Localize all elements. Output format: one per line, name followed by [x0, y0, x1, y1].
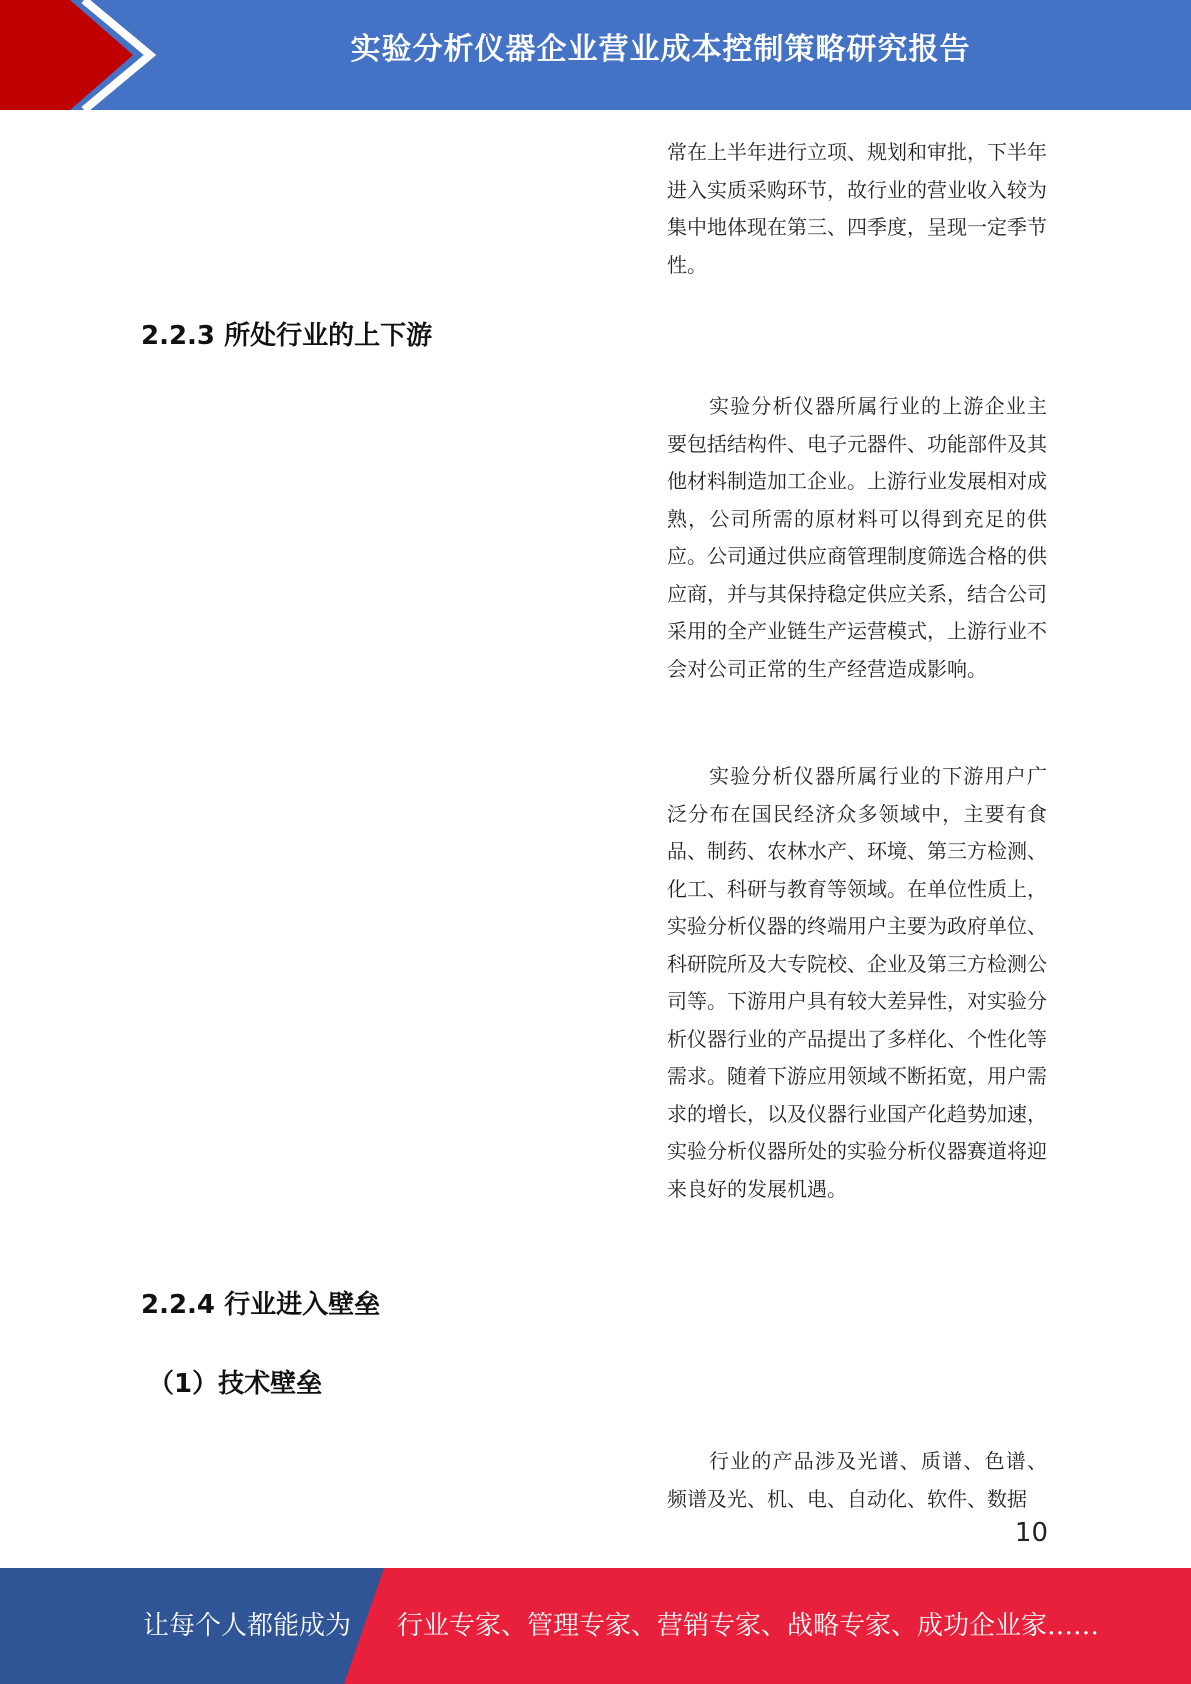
paragraph-seasonality: 常在上半年进行立项、规划和审批，下半年进入实质采购环节，故行业的营业收入较为集中地体现在第三、四季度，呈现一定季节性。 [667, 140, 1047, 277]
paragraph-downstream: 实验分析仪器所属行业的下游用户广泛分布在国民经济众多领域中，主要有食品、制药、农林水产、环境、第三方检测、化工、科研与教育等领域。在单位性质上，实验分析仪器的终端用户主要为政府单位、科研院所及大专院校、企业及第三方检测公司等。下游用户具有较大差异性，对实验分析仪器行业的产品提出了多样化、个性化等需求。随着下游应用领域不断拓宽，用户需求的增长，以及仪器行业国产化趋势加速，实验分析仪器所处的实验分析仪器赛道将迎来良好的发展机遇。 [667, 764, 1047, 1201]
footer-slogan-right: 行业专家、管理专家、营销专家、战略专家、成功企业家…… [397, 1611, 1100, 1641]
footer-slogan-left: 让每个人都能成为 [143, 1611, 352, 1641]
paragraph-technical-barrier: 行业的产品涉及光谱、质谱、色谱、频谱及光、机、电、自动化、软件、数据 [667, 1449, 1047, 1511]
section-heading-2-2-3: 2.2.3 所处行业的上下游 [141, 321, 433, 351]
subheading-technical-barrier: （1）技术壁垒 [148, 1369, 323, 1399]
header-banner [0, 0, 1191, 110]
page-number: 10 [1014, 1518, 1048, 1548]
paragraph-upstream: 实验分析仪器所属行业的上游企业主要包括结构件、电子元器件、功能部件及其他材料制造加工企业。上游行业发展相对成熟，公司所需的原材料可以得到充足的供应。公司通过供应商管理制度筛选合格的供应商，并与其保持稳定供应关系，结合公司采用的全产业链生产运营模式，上游行业不会对公司正常的生产经营造成影响。 [667, 394, 1047, 681]
section-heading-2-2-4: 2.2.4 行业进入壁垒 [141, 1290, 381, 1320]
footer-banner [0, 1568, 1191, 1684]
report-title: 实验分析仪器企业营业成本控制策略研究报告 [350, 32, 971, 67]
